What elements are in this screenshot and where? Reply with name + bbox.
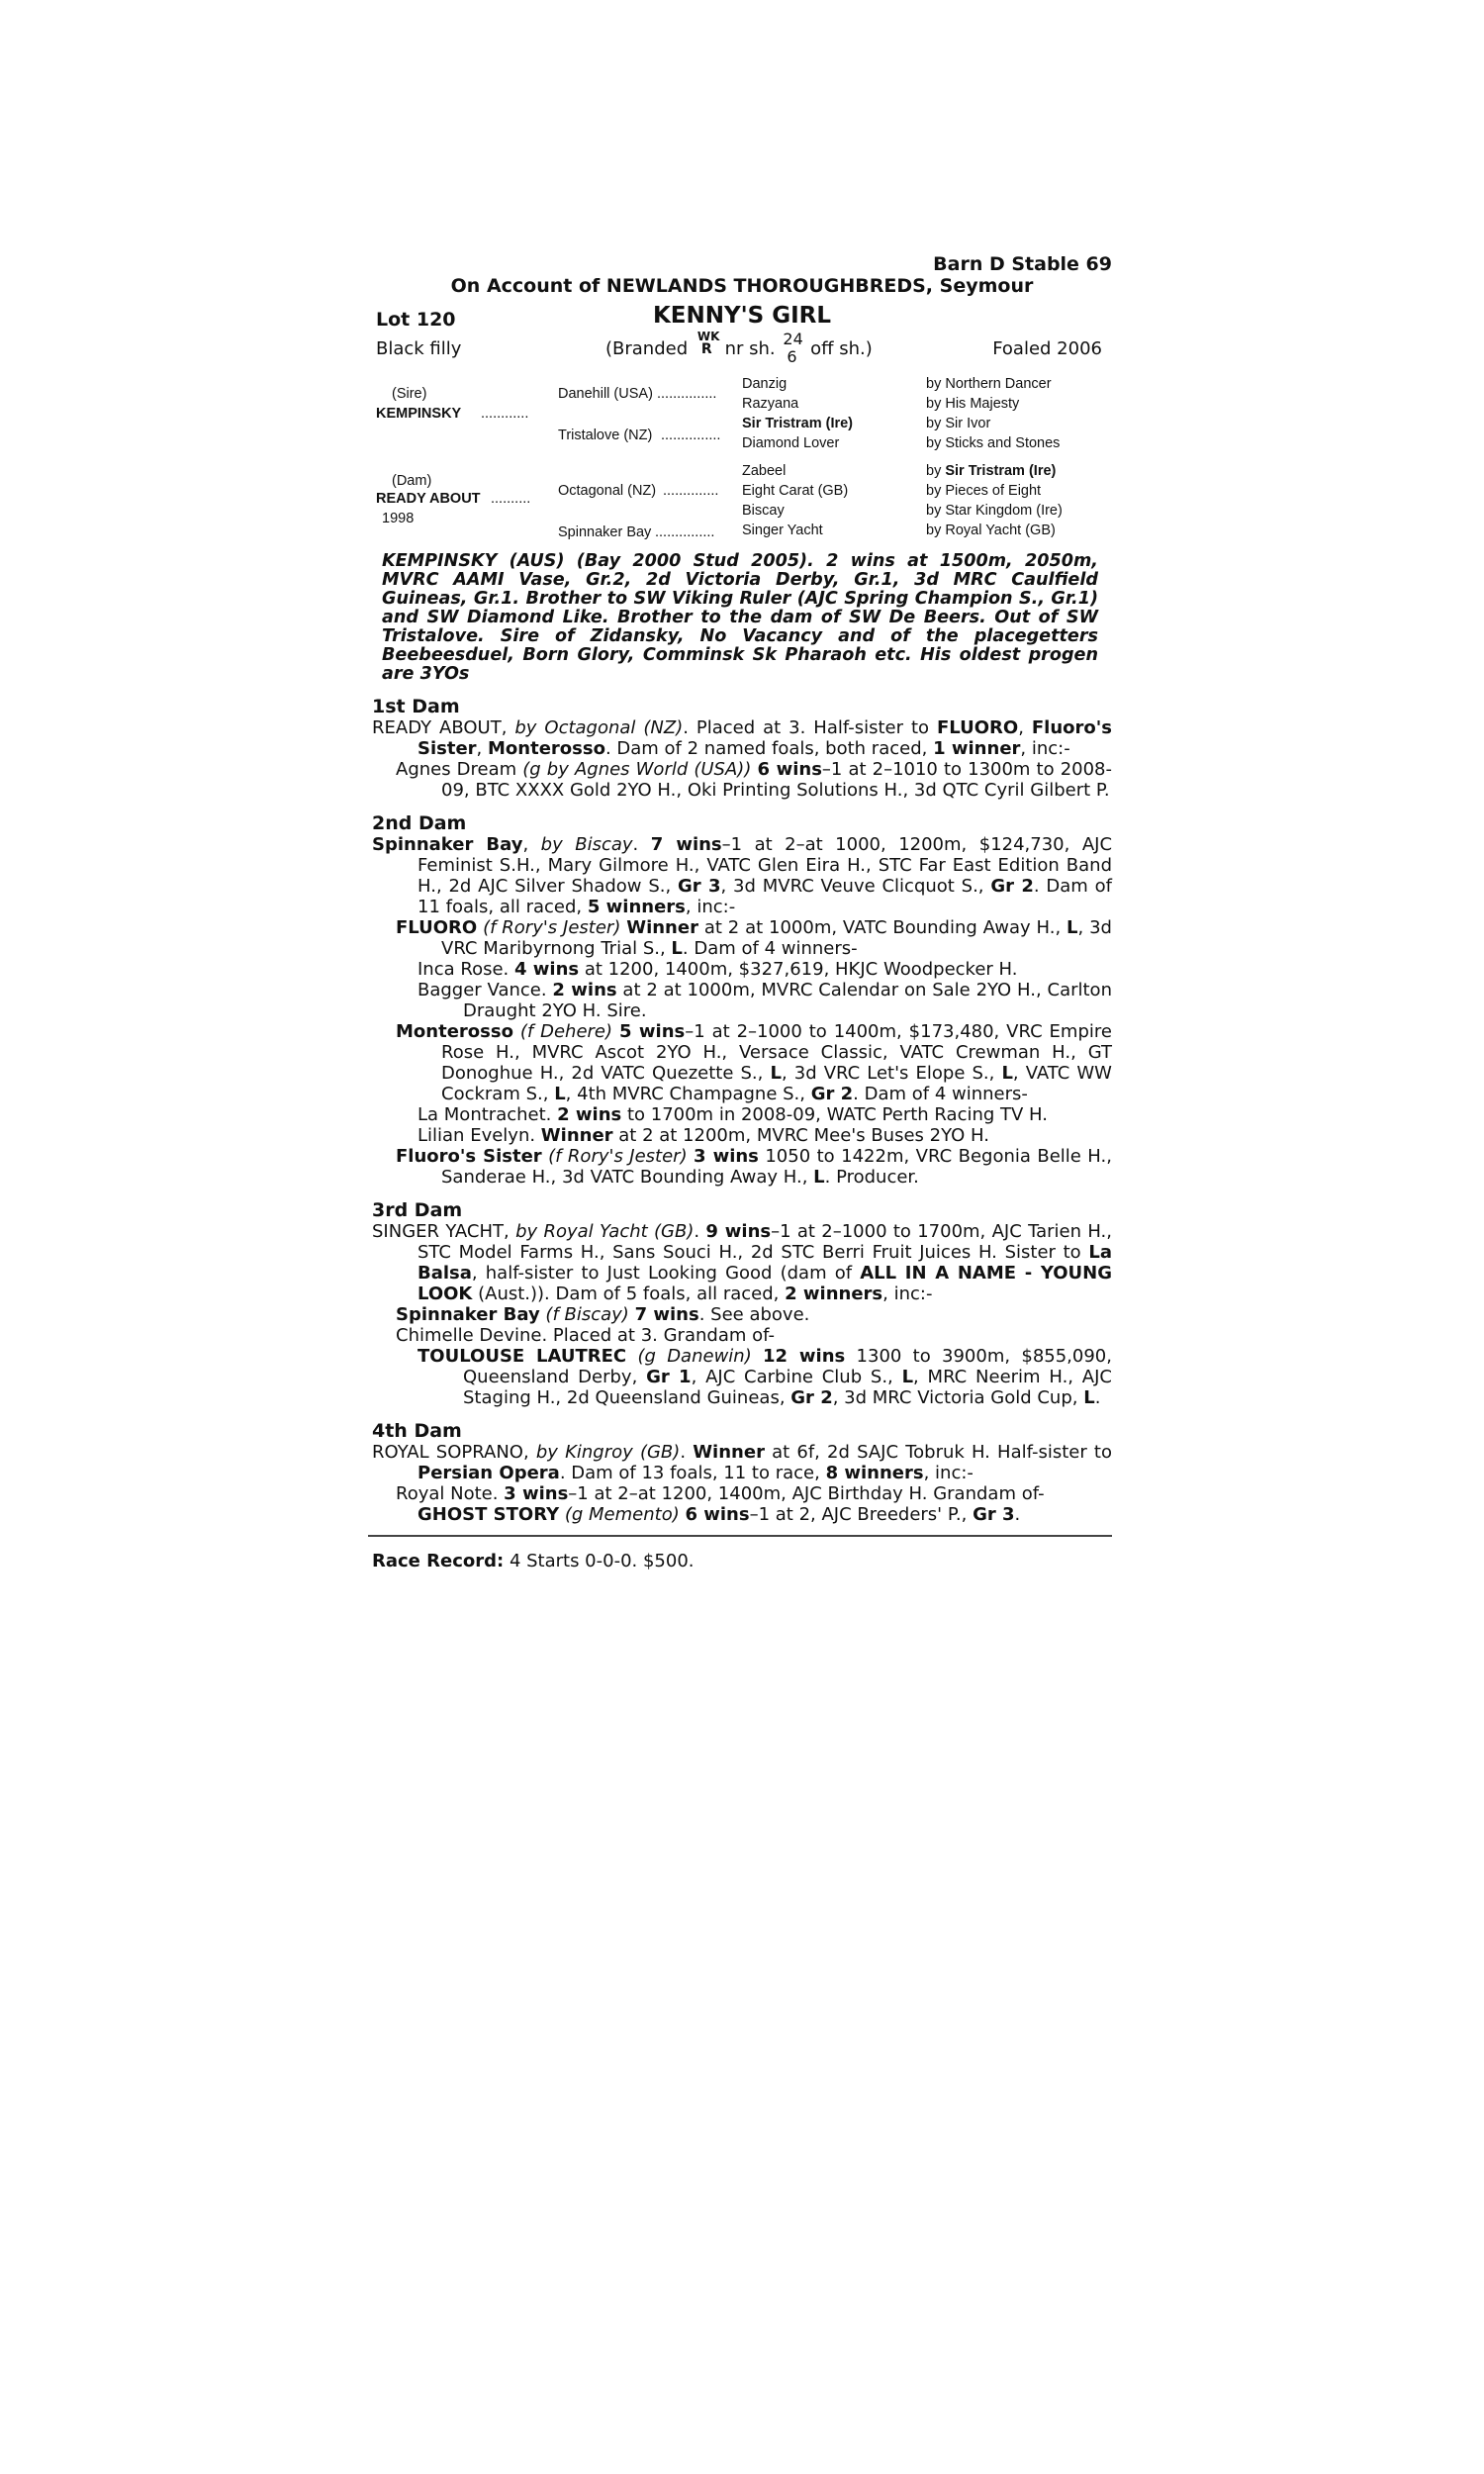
g3-5: Zabeel (742, 463, 787, 479)
sire-sire: Danehill (USA) (558, 386, 653, 402)
t: L (1001, 1063, 1013, 1084)
t: . Dam of 11 foals, all raced, (417, 876, 1112, 917)
brand-middle: nr sh. (724, 338, 776, 359)
divider-rule (368, 1535, 1112, 1537)
t: 12 wins (763, 1346, 846, 1367)
t: Gr 2 (810, 1084, 854, 1104)
t: , inc:- (923, 1463, 974, 1483)
race-record (372, 1551, 1112, 1571)
lot-number: Lot 120 (376, 309, 456, 331)
dam-year: 1998 (382, 511, 415, 526)
t: SINGER YACHT, (372, 1221, 516, 1242)
t: . (694, 1221, 706, 1242)
progeny-royal-note (372, 1483, 1112, 1504)
first-dam-text (372, 717, 1112, 759)
barn-stable: Barn D Stable 69 (933, 253, 1112, 275)
by-prefix: by (926, 483, 942, 499)
t: Fluoro's Sister (396, 1146, 542, 1167)
t: ALL IN A NAME - YOUNG LOOK (417, 1263, 1112, 1304)
description-row (372, 330, 1112, 372)
t: , 3d VRC Maribyrnong Trial S., (441, 917, 1112, 959)
brand-open: (Branded (605, 338, 689, 359)
g4-3 (926, 416, 990, 431)
fourth-dam-text (372, 1442, 1112, 1483)
horse-name: KENNY'S GIRL (652, 303, 832, 329)
t: , 3d MVRC Veuve Clicquot S., (720, 876, 991, 897)
g4-1-name: Northern Dancer (945, 376, 1052, 392)
dam-dam: Spinnaker Bay (558, 524, 652, 540)
t: at 1200, 1400m, $327,619, HKJC Woodpecker H. (579, 959, 1018, 980)
t: (g Memento) (564, 1504, 680, 1525)
t: . Dam of 2 named foals, both raced, (604, 738, 934, 759)
g3-8: Singer Yacht (742, 523, 823, 538)
g3-2: Razyana (742, 396, 799, 412)
by-prefix: by (926, 503, 942, 519)
g3-7: Biscay (742, 503, 785, 519)
g3-6: Eight Carat (GB) (742, 483, 849, 499)
t: L (671, 938, 683, 959)
t: . Placed at 3. Half-sister to (683, 717, 937, 738)
fourth-dam-heading: 4th Dam (372, 1420, 462, 1442)
t: 9 wins (705, 1221, 772, 1242)
progeny-fluoros-sister (372, 1146, 1112, 1188)
t: to 1700m in 2008-09, WATC Perth Racing TV H. (621, 1104, 1048, 1125)
t: 1 winner (933, 738, 1021, 759)
brand-mark (694, 330, 720, 359)
t: , inc:- (685, 897, 736, 917)
t: 2 wins (552, 980, 617, 1000)
t: , half-sister to Just Looking Good (dam of (471, 1263, 861, 1284)
progeny-fluoro (372, 917, 1112, 959)
t: Gr 3 (973, 1504, 1015, 1525)
t: by Kingroy (GB) (535, 1442, 681, 1463)
progeny-agnes-dream (372, 759, 1112, 801)
progeny-chimelle-devine: Chimelle Devine. Placed at 3. Grandam of- (396, 1325, 775, 1346)
g4-3-name: Sir Ivor (945, 416, 991, 431)
progeny-monterosso (372, 1021, 1112, 1104)
third-dam-heading: 3rd Dam (372, 1199, 463, 1221)
brand-fraction (781, 330, 804, 366)
t: 8 winners (825, 1463, 924, 1483)
pedigree-table (372, 372, 1112, 542)
g4-5-name: Sir Tristram (Ire) (945, 463, 1057, 479)
t: . Producer. (824, 1167, 919, 1188)
t: , AJC Carbine Club S., (691, 1367, 902, 1387)
brand-info (605, 330, 873, 366)
t: , 3d MRC Victoria Gold Cup, (832, 1387, 1084, 1408)
lot-row (372, 303, 1112, 333)
t: 2 winners (785, 1284, 883, 1304)
t: La Balsa (417, 1242, 1112, 1284)
dam-sire: Octagonal (NZ) (558, 483, 657, 499)
g4-5 (926, 463, 1056, 479)
t: –1 at 2–1010 to 1300m to 2008-09, BTC XXXX Gold 2YO H., Oki Printing Solutions H., 3d QTC Cyril Gilbert P. (441, 759, 1112, 801)
t (612, 1021, 619, 1042)
by-prefix: by (926, 396, 942, 412)
g4-6 (926, 483, 1041, 499)
sire-dam: Tristalove (NZ) (558, 428, 653, 443)
t: , (522, 834, 541, 855)
by-prefix: by (926, 376, 942, 392)
foaled-year: Foaled 2006 (992, 338, 1102, 359)
g4-2-name: His Majesty (945, 396, 1020, 412)
t (513, 1021, 520, 1042)
t: L (813, 1167, 825, 1188)
g4-2 (926, 396, 1019, 412)
sire-name: KEMPINSKY (376, 406, 462, 422)
g4-8 (926, 523, 1056, 538)
t: Fluoro's Sister (417, 717, 1112, 759)
t: Gr 3 (678, 876, 721, 897)
t: by Royal Yacht (GB) (515, 1221, 695, 1242)
leader: ............... (657, 386, 717, 402)
by-prefix: by (926, 416, 942, 431)
t: FLUORO (396, 917, 478, 938)
t: . (680, 1442, 694, 1463)
t: 4 wins (513, 959, 580, 980)
t: Gr 2 (790, 1387, 833, 1408)
t: 7 wins (650, 834, 722, 855)
t: (f Dehere) (519, 1021, 613, 1042)
leader: ............... (661, 428, 721, 443)
t: Monterosso (488, 738, 605, 759)
t: (f Rory's Jester) (483, 917, 621, 938)
progeny-bagger-vance (372, 980, 1112, 1021)
t: Gr 1 (646, 1367, 692, 1387)
g4-7 (926, 503, 1063, 519)
t: . Dam of 4 winners- (853, 1084, 1028, 1104)
t: 3 wins (694, 1146, 759, 1167)
t: –1 at 2, AJC Breeders' P., (749, 1504, 974, 1525)
t: , VATC WW Cockram S., (441, 1063, 1112, 1104)
t: Spinnaker Bay (396, 1304, 540, 1325)
t: Winner (626, 917, 698, 938)
progeny-ghost-story (372, 1504, 1112, 1525)
t: ROYAL SOPRANO, (372, 1442, 536, 1463)
t: Royal Note. (396, 1483, 505, 1504)
brand-fraction-num: 24 (783, 330, 803, 348)
t: Bagger Vance. (417, 980, 553, 1000)
t: , 4th MVRC Champagne S., (565, 1084, 811, 1104)
dam-name: READY ABOUT (376, 491, 481, 507)
t: (Aust.)). Dam of 5 foals, all raced, (472, 1284, 786, 1304)
second-dam-heading: 2nd Dam (372, 812, 467, 834)
progeny-spinnaker-bay (372, 1304, 1112, 1325)
t: GHOST STORY (417, 1504, 560, 1525)
t: 6 wins (685, 1504, 750, 1525)
t: . (1014, 1504, 1021, 1525)
brand-mark-top: WK (696, 330, 720, 343)
t: –1 at 2–at 1000, 1200m, $124,730, AJC Feminist S.H., Mary Gilmore H., VATC Glen Eira H., STC Far East Edition Band H., 2d AJC Silver Shadow S., (417, 834, 1113, 897)
g4-4-name: Sticks and Stones (945, 435, 1061, 451)
t: Winner (693, 1442, 765, 1463)
second-dam-text (372, 834, 1112, 917)
t: . (632, 834, 651, 855)
vendor-account: On Account of NEWLANDS THOROUGHBREDS, Seymour (450, 275, 1034, 297)
progeny-la-montrachet (372, 1104, 1112, 1125)
brand-mark-bottom: R (700, 341, 712, 357)
leader: .............. (663, 483, 719, 499)
progeny-lilian-evelyn (372, 1125, 1112, 1146)
g3-1: Danzig (742, 376, 788, 392)
brand-fraction-den: 6 (787, 347, 797, 366)
t: at 2 at 1000m, MVRC Calendar on Sale 2YO H., Carlton Draught 2YO H. Sire. (463, 980, 1112, 1021)
t: (f Biscay) (545, 1304, 629, 1325)
progeny-inca-rose (372, 959, 1112, 980)
t: FLUORO (936, 717, 1019, 738)
t: at 2 at 1000m, VATC Bounding Away H., (697, 917, 1067, 938)
t: Gr 2 (990, 876, 1034, 897)
by-prefix: by (926, 463, 942, 479)
third-dam-text (372, 1221, 1112, 1304)
g4-7-name: Star Kingdom (Ire) (945, 503, 1063, 519)
t: L (770, 1063, 782, 1084)
t: at 2 at 1200m, MVRC Mee's Buses 2YO H. (612, 1125, 989, 1146)
t: L (554, 1084, 566, 1104)
t: by Octagonal (NZ) (514, 717, 684, 738)
g3-3: Sir Tristram (Ire) (742, 416, 854, 431)
t: . Dam of 13 foals, 11 to race, (559, 1463, 826, 1483)
sire-summary: KEMPINSKY (AUS) (Bay 2000 Stud 2005). 2 wins at 1500m, 2050m, MVRC AAMI Vase, Gr.2, 2d Victoria Derby, Gr.1, 3d MRC Caulfield Guineas, Gr.1. Brother to SW Viking Ruler (AJC Spring Champion S., Gr.1) and SW Diamond Like. Brother to the dam of SW De Beers. Out of SW Tristalove. Sire of Zidansky, No Vacancy and of the placegetters Beebeesduel, Born Glory, Comminsk Sk Pharaoh etc. His oldest progen are 3YOs (382, 551, 1098, 684)
t: La Montrachet. (417, 1104, 558, 1125)
by-prefix: by (926, 435, 942, 451)
t: Agnes Dream (396, 759, 523, 780)
progeny-toulouse-lautrec (372, 1346, 1112, 1408)
sire-label: (Sire) (392, 386, 427, 402)
t: –1 at 2–at 1200, 1400m, AJC Birthday H. Grandam of- (568, 1483, 1045, 1504)
t: 3 wins (504, 1483, 569, 1504)
t: Monterosso (396, 1021, 513, 1042)
t: L (901, 1367, 914, 1387)
leader: .......... (491, 491, 531, 507)
t: at 6f, 2d SAJC Tobruk H. Half-sister to (764, 1442, 1112, 1463)
g4-8-name: Royal Yacht (GB) (945, 523, 1056, 538)
t: by Biscay (540, 834, 633, 855)
sex-color: Black filly (376, 338, 462, 359)
leader: ............ (481, 406, 529, 422)
first-dam-heading: 1st Dam (372, 696, 460, 717)
t: , (1018, 717, 1032, 738)
dam-label: (Dam) (392, 473, 432, 489)
by-prefix: by (926, 523, 942, 538)
t: , 3d VRC Let's Elope S., (781, 1063, 1002, 1084)
t: –1 at 2–1000 to 1400m, $173,480, VRC Empire Rose H., MVRC Ascot 2YO H., Versace Classic, VATC Crewman H., GT Donoghue H., 2d VATC Quezette S., (441, 1021, 1112, 1084)
race-record-value: 4 Starts 0-0-0. $500. (504, 1551, 695, 1571)
leader: ............... (655, 524, 715, 540)
t (752, 1346, 763, 1367)
t: READY ABOUT, (372, 717, 515, 738)
t: 5 wins (618, 1021, 686, 1042)
race-record-label: Race Record: (372, 1551, 505, 1571)
t: L (1067, 917, 1078, 938)
t: (g by Agnes World (USA)) (522, 759, 752, 780)
g4-1 (926, 376, 1052, 392)
g4-4 (926, 435, 1060, 451)
t: 1300 to 3900m, $855,090, Queensland Derby, (463, 1346, 1112, 1387)
brand-close: off sh.) (810, 338, 873, 359)
t: Winner (540, 1125, 613, 1146)
t: Inca Rose. (417, 959, 514, 980)
catalogue-page (372, 253, 1112, 1571)
t: Persian Opera (417, 1463, 560, 1483)
t: , inc:- (882, 1284, 933, 1304)
t: 6 wins (757, 759, 822, 780)
t: Lilian Evelyn. (417, 1125, 541, 1146)
t: 2 wins (557, 1104, 622, 1125)
t: 7 wins (634, 1304, 699, 1325)
g4-6-name: Pieces of Eight (945, 483, 1042, 499)
t (626, 1346, 637, 1367)
t: L (1083, 1387, 1095, 1408)
t: , inc:- (1020, 738, 1070, 759)
t: . See above. (698, 1304, 810, 1325)
t: 1050 to 1422m, VRC Begonia Belle H., Sanderae H., 3d VATC Bounding Away H., (441, 1146, 1112, 1188)
t: TOULOUSE LAUTREC (417, 1346, 627, 1367)
t: (f Rory's Jester) (548, 1146, 688, 1167)
t: (g Danewin) (637, 1346, 752, 1367)
t: , MRC Neerim H., AJC Staging H., 2d Queensland Guineas, (463, 1367, 1112, 1408)
t: –1 at 2–1000 to 1700m, AJC Tarien H., STC Model Farms H., Sans Souci H., 2d STC Berri Fruit Juices H. Sister to (417, 1221, 1112, 1263)
g3-4: Diamond Lover (742, 435, 840, 451)
t: , (476, 738, 488, 759)
t: 5 winners (587, 897, 686, 917)
t: Spinnaker Bay (372, 834, 523, 855)
t: . (1094, 1387, 1101, 1408)
t: . Dam of 4 winners- (682, 938, 858, 959)
